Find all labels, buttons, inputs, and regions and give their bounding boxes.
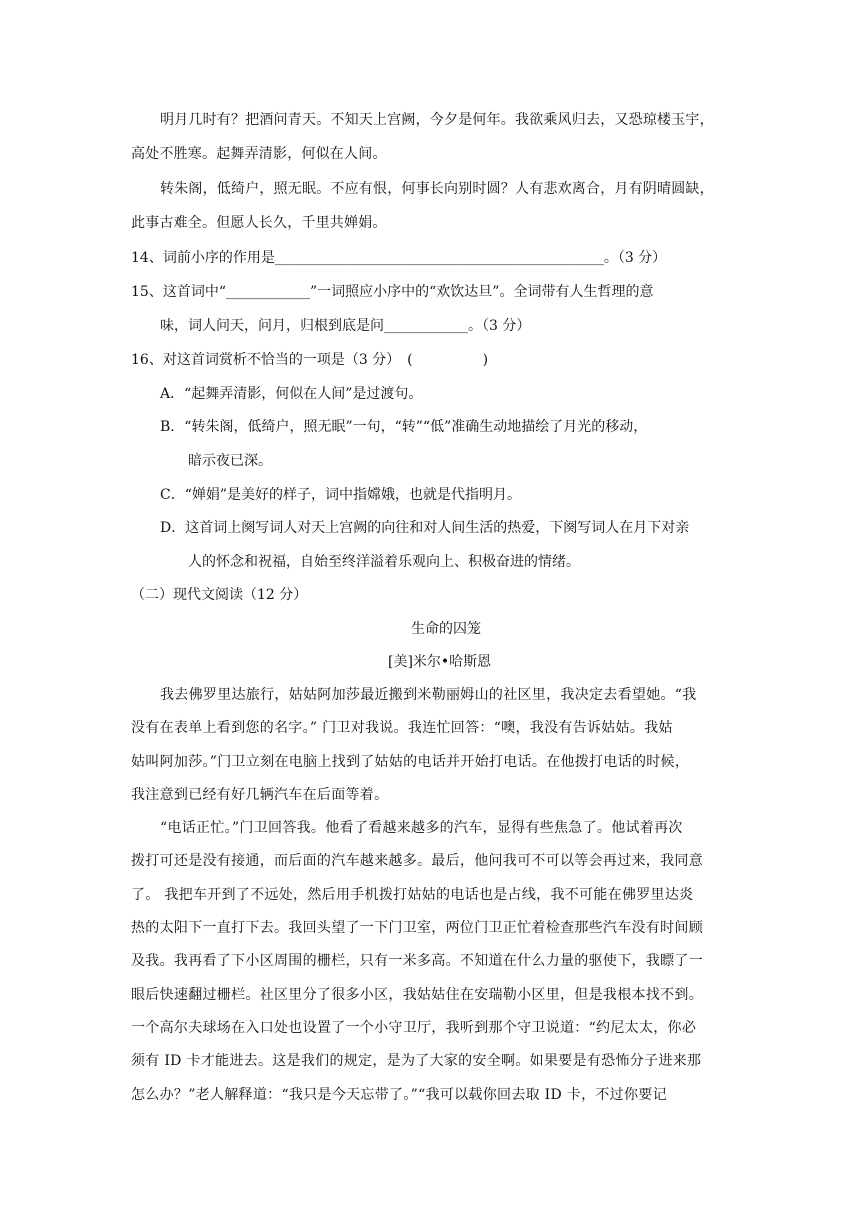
- question-14: 14、词前小序的作用是_______________________________________________。（3 分）: [131, 250, 667, 266]
- article-p2-line4: 热的太阳下一直打下去。我回头望了一下门卫室，两位门卫正忙着检查那些汽车没有时间顾: [131, 920, 703, 936]
- article-p1-line1: 我去佛罗里达旅行，姑姑阿加莎最近搬到米勒丽姆山的社区里，我决定去看望她。“我: [160, 687, 697, 703]
- article-p1-line3: 姑叫阿加莎。”门卫立刻在电脑上找到了姑姑的电话并开始打电话。在他拨打电话的时候，: [131, 754, 690, 770]
- article-p2-line2: 拨打可还是没有接通，而后面的汽车越来越多。最后，他问我可不可以等会再过来，我同意: [131, 853, 703, 869]
- article-p1-line2: 没有在表单上看到您的名字。” 门卫对我说。我连忙回答：“噢，我没有告诉姑姑。我姑: [131, 720, 673, 736]
- section-heading: （二）现代文阅读（12 分）: [131, 587, 308, 603]
- article-p2-line6: 眼后快速翻过栅栏。社区里分了很多小区，我姑姑住在安瑞勒小区里，但是我根本找不到。: [131, 987, 703, 1003]
- option-b-line2: 暗示夜已深。: [188, 453, 272, 469]
- question-15-line1: 15、这首词中“____________”一词照应小序中的“欢饮达旦”。全词带有人生哲理的意: [131, 284, 654, 300]
- poem-stanza2-line2: 此事古难全。但愿人长久，千里共婵娟。: [131, 215, 387, 231]
- article-p1-line4: 我注意到已经有好几辆汽车在后面等着。: [131, 787, 389, 803]
- poem-stanza2-line1: 转朱阁，低绮户，照无眠。不应有恨，何事长向别时圆？人有悲欢离合，月有阴晴圆缺，: [160, 181, 714, 197]
- question-15-line2: 味，词人问天，问月，归根到底是问____________。（3 分）: [160, 318, 531, 334]
- option-a: A．“起舞弄清影，何似在人间”是过渡句。: [160, 386, 423, 402]
- option-d-line2: 人的怀念和祝福，自始至终洋溢着乐观向上、积极奋进的情绪。: [188, 554, 580, 570]
- article-title: 生命的囚笼: [411, 621, 481, 637]
- article-p2-line3: 了。 我把车开到了不远处，然后用手机拨打姑姑的电话也是占线，我不可能在佛罗里达炎: [131, 887, 694, 903]
- poem-stanza1-line1: 明月几时有？把酒问青天。不知天上宫阙，今夕是何年。我欲乘风归去，又恐琼楼玉宇，: [160, 112, 714, 128]
- article-p2-line9: 怎么办？”老人解释道：“我只是今天忘带了。”“我可以载你回去取 ID 卡，不过你要记: [131, 1087, 667, 1103]
- article-p2-line7: 一个高尔夫球场在入口处也设置了一个小守卫厅，我听到那个守卫说道：“约尼太太，你必: [131, 1020, 697, 1036]
- option-d-line1: D．这首词上阕写词人对天上宫阙的向往和对人间生活的热爱，下阕写词人在月下对亲: [160, 520, 690, 536]
- article-p2-line5: 及我。我再看了下小区周围的栅栏，只有一米多高。不知道在什么力量的驱使下，我瞟了一: [131, 953, 703, 969]
- article-p2-line8: 须有 ID 卡才能进去。这是我们的规定，是为了大家的安全啊。如果要是有恐怖分子进来那: [131, 1053, 702, 1069]
- article-p2-line1: “电话正忙。”门卫回答我。他看了看越来越多的汽车，显得有些焦急了。他试着再次: [160, 820, 683, 836]
- option-b-line1: B．“转朱阁，低绮户，照无眠”一句，“转”“低”准确生动地描绘了月光的移动，: [160, 419, 648, 435]
- poem-stanza1-line2: 高处不胜寒。起舞弄清影，何似在人间。: [131, 146, 387, 162]
- option-c: C．“婵娟”是美好的样子，词中指嫦娥，也就是代指明月。: [160, 487, 522, 503]
- article-author: [美]米尔•哈斯恩: [388, 654, 492, 670]
- question-16: 16、对这首词赏析不恰当的一项是（3 分） ( ): [131, 352, 489, 368]
